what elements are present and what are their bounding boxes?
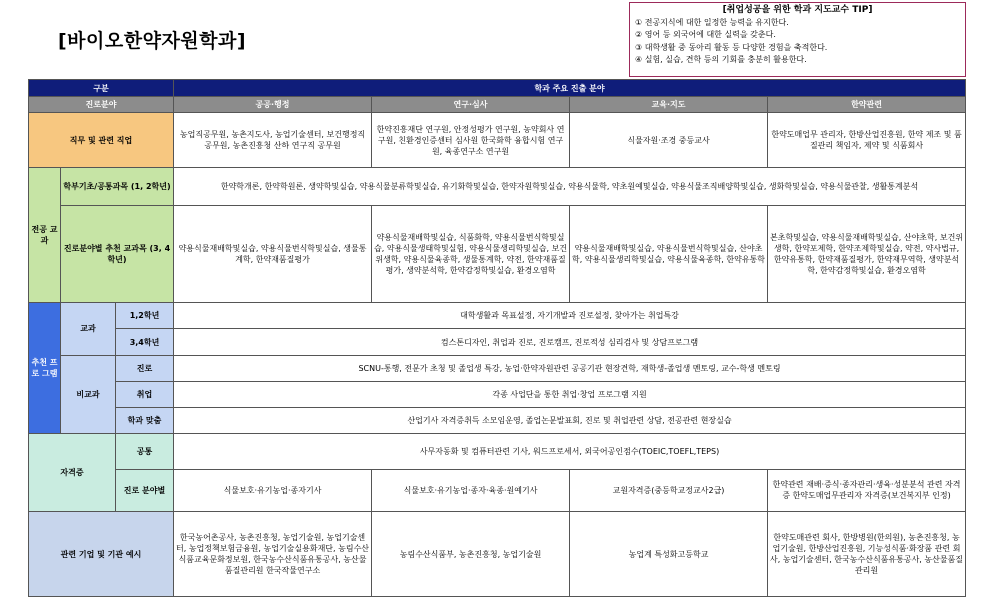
major-rec-label: 진로분야별 추천 교과목 (3, 4학년) — [61, 206, 174, 303]
tip-title: [취업성공을 위한 학과 지도교수 TIP] — [722, 5, 873, 15]
cert-field-education: 교원자격증(중등학교정교사2급) — [570, 469, 768, 511]
header-col-herbal: 한약관련 — [768, 97, 966, 113]
cert-field-label: 진로 분야별 — [116, 469, 174, 511]
tip-item: ③ 대학생활 중 동아리 활동 등 다양한 경험을 축적한다. — [635, 42, 828, 52]
program-grade34-row — [29, 329, 966, 355]
cert-common-text: 사무자동화 및 컴퓨터관련 기사, 워드프로세서, 외국어공인점수(TOEIC,TOEFL,TEPS) — [174, 434, 966, 469]
major-rec-row — [29, 206, 966, 303]
header-jinro: 진로분야 — [29, 97, 174, 113]
header-gubun: 구분 — [29, 80, 174, 97]
program-employ-label: 취업 — [116, 381, 174, 407]
header-main-fields: 학과 주요 진출 분야 — [174, 80, 966, 97]
header-row — [29, 80, 966, 97]
tip-item: ① 전공지식에 대한 일정한 능력을 유지한다. — [635, 17, 789, 27]
program-grade12-text: 대학생활과 목표설정, 자기개발과 진로설정, 찾아가는 취업특강 — [174, 303, 966, 329]
cert-label: 자격증 — [29, 434, 116, 512]
program-grade34-text: 컴스톤디자인, 취업과 진로, 진로캠프, 진로적성 심리검사 및 상담프로그램 — [174, 329, 966, 355]
jobs-cell-education: 식물자원·조경 중등교사 — [570, 113, 768, 168]
major-rec-research: 약용식물재배학및실습, 식품화학, 약용식물번식학및실습, 약용식물생태학및실험, 약용식물생리학및실습, 보건위생학, 약용식물육종학, 생물통계학, 약전, 한약재품질평가, 생약분석학, 한약감정학및실습, 환경오염학 — [372, 206, 570, 303]
major-rec-herbal: 본초학및실습, 약용식물재배학및실습, 산야초학, 보건위생학, 한약포제학, 한약조제학및실습, 약전, 약사법규, 한약유통학, 한약재품질평가, 한약재무역학, 생약분석학, 한약감정학및실습, 환경오염학 — [768, 206, 966, 303]
major-rec-public: 약용식물재배학및실습, 약용식물번식학및실습, 생물통계학, 한약재품질평가 — [174, 206, 372, 303]
program-grade12-label: 1,2학년 — [116, 303, 174, 329]
jobs-label: 직무 및 관련 직업 — [29, 113, 174, 168]
page-title: [바이오한약자원학과] — [58, 30, 247, 52]
cert-common-row — [29, 434, 966, 469]
jobs-row — [29, 113, 966, 168]
companies-research: 농림수산식품부, 농촌진흥청, 농업기술원 — [372, 512, 570, 597]
career-table — [28, 79, 966, 597]
tip-box — [629, 2, 966, 77]
companies-row — [29, 512, 966, 597]
tip-item: ② 영어 등 외국어에 대한 실력을 갖춘다. — [635, 30, 776, 39]
program-career-text: SCNU-통행, 전문가 초청 및 졸업생 특강, 농업·한약자원관련 공공기관 현장견학, 재학생-졸업생 멘토링, 교수-학생 멘토링 — [174, 355, 966, 381]
major-basic-text: 한약학개론, 한약학원론, 생약학및실습, 약용식물분류학및실습, 유기화학및실습, 한약자원학및실습, 약용식물학, 약초원예및실습, 약용식물조직배양학및실습, 생화학및실습, 약용식물관찰, 생활통계분석 — [174, 167, 966, 205]
program-grade12-row — [29, 303, 966, 329]
program-employ-row — [29, 381, 966, 407]
companies-public: 한국농어촌공사, 농촌진흥청, 농업기술원, 농업기술센터, 농업정책보험금융원, 농업기술실용화재단, 농림수산식품교육문화정보원, 한국농수산식품유통공사, 농산물품질관리원 한국작물연구소 — [174, 512, 372, 597]
program-employ-text: 각종 사업단을 통한 취업·창업 프로그램 지원 — [174, 381, 966, 407]
header-col-research: 연구·심사 — [372, 97, 570, 113]
jobs-cell-herbal: 한약도매업무 관리자, 한방산업진흥원, 한약 제조 및 품질관리 책임자, 제약 및 식품회사 — [768, 113, 966, 168]
header-col-public: 공공·행정 — [174, 97, 372, 113]
major-basic-row — [29, 167, 966, 205]
major-rec-education: 약용식물재배학및실습, 약용식물번식학및실습, 산야초학, 약용식물생리학및실습, 약용식물육종학, 한약유통학 — [570, 206, 768, 303]
companies-education: 농업계 특성화고등학교 — [570, 512, 768, 597]
jobs-cell-research: 한약진흥재단 연구원, 안정성평가 연구원, 농약회사 연구원, 친환경인증센터 심사원 한국화학 융합시험 연구원, 육종연구소 연구원 — [372, 113, 570, 168]
cert-field-research: 식물보호·유기농업·종자·육종·원예기사 — [372, 469, 570, 511]
cert-common-label: 공통 — [116, 434, 174, 469]
program-counsel-row — [29, 408, 966, 434]
program-counsel-text: 산업기사 자격증취득 소모임운영, 졸업논문발표회, 진로 및 취업관련 상담, 전공관련 현장실습 — [174, 408, 966, 434]
cert-field-herbal: 한약관련 재배·증식·종자관리·생육·성분분석 관련 자격증 한약도매업무관리자 자격증(보건복지부 인정) — [768, 469, 966, 511]
companies-herbal: 한약도매관련 회사, 한방병원(한의원), 농촌진흥청, 농업기술원, 한방산업진흥원, 기능성식품·화장품 관련 회사, 농업기술센터, 한국농수산식품유통공사, 농산물품질관리원 — [768, 512, 966, 597]
major-label: 전공 교과 — [29, 167, 61, 302]
subheader-row — [29, 97, 966, 113]
program-label: 추천 프로 그램 — [29, 303, 61, 434]
program-subject-label: 교과 — [61, 303, 116, 356]
jobs-cell-public: 농업직공무원, 농촌지도사, 농업기술센터, 보건행정직 공무원, 농촌진흥청 산하 연구직 공무원 — [174, 113, 372, 168]
cert-field-row — [29, 469, 966, 511]
companies-label: 관련 기업 및 기관 예시 — [29, 512, 174, 597]
header-col-education: 교육·지도 — [570, 97, 768, 113]
program-grade34-label: 3,4학년 — [116, 329, 174, 355]
program-career-label: 진로 — [116, 355, 174, 381]
program-nonsubject-label: 비교과 — [61, 355, 116, 434]
program-counsel-label: 학과 맞춤 — [116, 408, 174, 434]
program-career-row — [29, 355, 966, 381]
tip-item: ④ 실험, 실습, 견학 등의 기회를 충분히 활용한다. — [635, 55, 807, 64]
cert-field-public: 식물보호·유기농업·종자기사 — [174, 469, 372, 511]
major-basic-label: 학부기초/공통과목 (1, 2학년) — [61, 167, 174, 205]
